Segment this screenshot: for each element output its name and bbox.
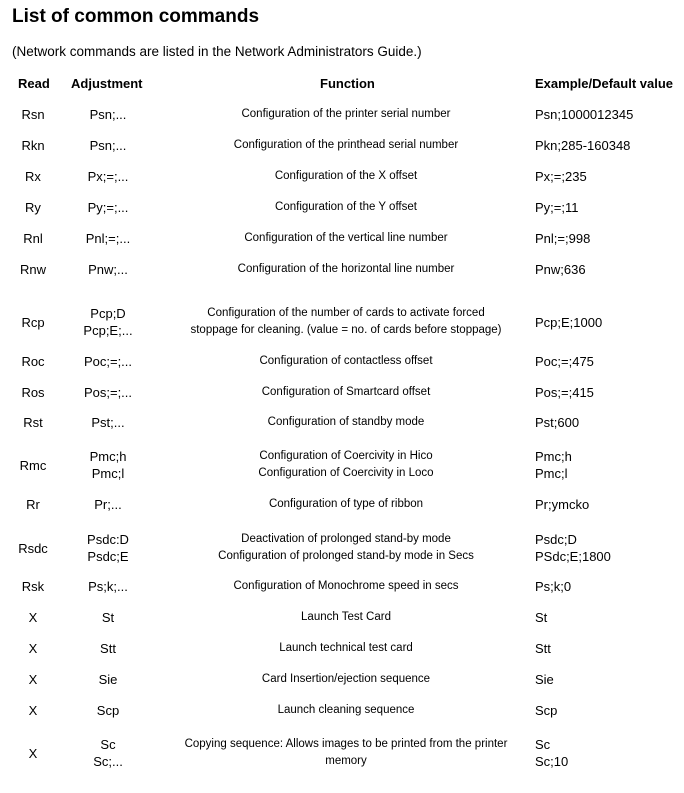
cell-adjustment-line: Ps;k;...	[88, 578, 128, 594]
cell-adjustment-line: Px;=;...	[87, 168, 129, 184]
cell-function	[150, 700, 542, 720]
cell-function	[150, 607, 542, 627]
cell-example-line: Scp	[535, 702, 558, 718]
cell-function-line: Configuration of the printhead serial number	[233, 138, 459, 151]
cell-example	[535, 669, 684, 689]
cell-function-line: memory	[325, 755, 367, 767]
cell-adjustment-line: Pst;...	[91, 414, 125, 430]
cell-adjustment	[66, 576, 150, 596]
cell-example	[535, 700, 684, 720]
cell-read-text: X	[28, 745, 38, 761]
cell-function-line: Launch cleaning sequence	[277, 703, 415, 716]
cell-read	[0, 576, 66, 596]
cell-adjustment-line: Pcp;E;...	[83, 323, 133, 338]
table-row	[0, 576, 684, 596]
table-row	[0, 443, 684, 487]
cell-function-line: Configuration of Monochrome speed in secs	[233, 579, 459, 592]
cell-adjustment-line: Pmc;l	[91, 466, 125, 481]
cell-function	[150, 135, 542, 155]
table-row	[0, 259, 684, 279]
table-row	[0, 228, 684, 248]
cell-adjustment	[66, 638, 150, 658]
cell-adjustment	[66, 526, 150, 570]
cell-read-text: Rkn	[21, 137, 45, 153]
cell-adjustment-line: Psdc;E	[87, 549, 129, 564]
cell-read	[0, 443, 66, 487]
cell-example	[535, 259, 684, 279]
cell-function	[150, 443, 542, 487]
cell-example-line: Sc	[535, 737, 551, 752]
cell-adjustment-line: St	[101, 609, 115, 625]
cell-read-text: Rcp	[21, 314, 45, 330]
cell-example	[535, 382, 684, 402]
cell-function	[150, 228, 542, 248]
cell-example	[535, 494, 684, 514]
cell-function-line: Configuration of the X offset	[274, 169, 418, 182]
cell-function-line: Configuration of Coercivity in Hico	[259, 450, 433, 462]
cell-adjustment-line: Psn;...	[89, 137, 127, 153]
cell-example-line: Pst;600	[535, 414, 580, 430]
cell-example-line: Pmc;h	[535, 449, 572, 464]
header-adjustment: Adjustment	[71, 76, 143, 91]
cell-function-line: Copying sequence: Allows images to be printed from the printer	[184, 738, 508, 750]
cell-example-line: Pkn;285-160348	[535, 137, 631, 153]
cell-read-text: Rst	[23, 414, 43, 430]
cell-example	[535, 228, 684, 248]
table-row	[0, 669, 684, 689]
cell-read-text: Rnw	[19, 261, 46, 277]
cell-adjustment-line: Pmc;h	[89, 449, 127, 464]
table-row	[0, 700, 684, 720]
cell-adjustment	[66, 412, 150, 432]
cell-read	[0, 526, 66, 570]
cell-example-line: Pos;=;415	[535, 384, 594, 400]
cell-read	[0, 669, 66, 689]
cell-adjustment-line: Pnw;...	[88, 261, 128, 277]
cell-read	[0, 382, 66, 402]
cell-read-text: Rx	[25, 168, 41, 184]
cell-adjustment-line: Sie	[98, 671, 118, 687]
cell-read-text: Rsk	[21, 578, 45, 594]
cell-adjustment-line: Pnl;=;...	[85, 230, 131, 246]
cell-adjustment	[66, 166, 150, 186]
cell-read	[0, 228, 66, 248]
cell-read	[0, 700, 66, 720]
cell-example-line: Pnl;=;998	[535, 230, 591, 246]
cell-function-line: Configuration of standby mode	[267, 415, 425, 428]
cell-example-line: Sie	[535, 671, 554, 687]
header-example: Example/Default value	[535, 76, 673, 91]
cell-function	[150, 166, 542, 186]
cell-read-text: Ry	[25, 199, 41, 215]
cell-read-text: Rnl	[23, 230, 43, 246]
cell-adjustment-line: Sc;...	[93, 754, 123, 769]
cell-adjustment-line: Py;=;...	[87, 199, 129, 215]
cell-function	[150, 494, 542, 514]
table-row	[0, 638, 684, 658]
cell-adjustment	[66, 135, 150, 155]
table-row	[0, 300, 684, 344]
cell-read-text: Rsdc	[18, 540, 48, 556]
cell-adjustment	[66, 443, 150, 487]
cell-read-text: Roc	[21, 353, 45, 369]
cell-adjustment-line: Poc;=;...	[83, 353, 133, 369]
cell-example	[535, 638, 684, 658]
cell-read-text: Ros	[21, 384, 45, 400]
table-row	[0, 526, 684, 570]
cell-adjustment	[66, 104, 150, 124]
cell-example	[535, 166, 684, 186]
cell-function	[150, 300, 542, 344]
cell-read	[0, 259, 66, 279]
cell-function-line: Configuration of Coercivity in Loco	[258, 467, 434, 479]
cell-read-text: Rsn	[21, 106, 45, 122]
cell-read	[0, 135, 66, 155]
cell-read	[0, 494, 66, 514]
cell-example-line: Px;=;235	[535, 168, 587, 184]
cell-read-text: X	[28, 640, 38, 656]
cell-read	[0, 731, 66, 775]
cell-example	[535, 607, 684, 627]
cell-example	[535, 135, 684, 155]
cell-adjustment	[66, 494, 150, 514]
cell-example-line: St	[535, 609, 548, 625]
cell-adjustment	[66, 259, 150, 279]
cell-read	[0, 607, 66, 627]
header-read: Read	[18, 76, 50, 91]
cell-adjustment-line: Pr;...	[94, 496, 122, 512]
cell-adjustment	[66, 197, 150, 217]
cell-adjustment	[66, 731, 150, 775]
cell-example	[535, 731, 684, 775]
table-row	[0, 494, 684, 514]
cell-example-line: Py;=;11	[535, 199, 579, 215]
cell-read-text: X	[28, 671, 38, 687]
table-row	[0, 607, 684, 627]
table-row	[0, 104, 684, 124]
header-function: Function	[320, 76, 375, 91]
cell-read-text: Rr	[26, 496, 40, 512]
cell-function	[150, 731, 542, 775]
cell-example	[535, 526, 684, 570]
cell-function-line: Configuration of the Y offset	[275, 200, 417, 213]
cell-read	[0, 638, 66, 658]
cell-example-line: Pr;ymcko	[535, 496, 590, 512]
cell-function-line: Configuration of the vertical line number	[244, 231, 448, 244]
cell-function	[150, 638, 542, 658]
cell-function	[150, 412, 542, 432]
page-subtitle: (Network commands are listed in the Network Administrators Guide.)	[12, 44, 422, 59]
cell-adjustment-line: Scp	[96, 702, 120, 718]
cell-adjustment	[66, 700, 150, 720]
cell-example	[535, 197, 684, 217]
cell-adjustment	[66, 300, 150, 344]
table-row	[0, 166, 684, 186]
cell-read	[0, 300, 66, 344]
cell-function-line: Configuration of contactless offset	[259, 354, 433, 367]
cell-function	[150, 382, 542, 402]
cell-example-line: Stt	[535, 640, 551, 656]
cell-function-line: Configuration of type of ribbon	[268, 497, 424, 510]
cell-adjustment	[66, 669, 150, 689]
cell-adjustment-line: Sc	[100, 737, 116, 752]
table-row	[0, 382, 684, 402]
cell-adjustment	[66, 382, 150, 402]
cell-example-line: Pcp;E;1000	[535, 314, 603, 330]
cell-function	[150, 669, 542, 689]
cell-function-line: Deactivation of prolonged stand-by mode	[241, 533, 451, 545]
cell-read-text: X	[28, 702, 38, 718]
cell-example-line: PSdc;E;1800	[535, 549, 611, 564]
cell-example-line: Psn;1000012345	[535, 106, 634, 122]
cell-function-line: Configuration of the printer serial number	[241, 107, 451, 120]
cell-adjustment	[66, 607, 150, 627]
cell-read	[0, 166, 66, 186]
table-row	[0, 351, 684, 371]
cell-function	[150, 576, 542, 596]
cell-adjustment	[66, 351, 150, 371]
cell-function-line: Configuration of Smartcard offset	[261, 385, 431, 398]
cell-adjustment-line: Psdc:D	[87, 532, 129, 547]
cell-example-line: Poc;=;475	[535, 353, 594, 369]
cell-function-line: Configuration of prolonged stand-by mode in Secs	[218, 550, 474, 562]
cell-example	[535, 443, 684, 487]
table-row	[0, 731, 684, 775]
table-row	[0, 412, 684, 432]
cell-function-line: Launch Test Card	[301, 610, 391, 623]
cell-function	[150, 197, 542, 217]
cell-example-line: Sc;10	[535, 754, 569, 769]
cell-read	[0, 412, 66, 432]
cell-function	[150, 259, 542, 279]
cell-adjustment-line: Psn;...	[89, 106, 127, 122]
cell-example	[535, 300, 684, 344]
cell-example-line: Psdc;D	[535, 532, 577, 547]
cell-function	[150, 526, 542, 570]
table-row	[0, 135, 684, 155]
cell-example	[535, 351, 684, 371]
cell-function-line: stoppage for cleaning. (value = no. of cards before stoppage)	[190, 324, 502, 336]
cell-function-line: Launch technical test card	[279, 641, 413, 654]
cell-example-line: Pnw;636	[535, 261, 586, 277]
cell-function	[150, 104, 542, 124]
cell-function-line: Configuration of the number of cards to activate forced	[207, 307, 485, 319]
cell-read-text: Rmc	[19, 457, 47, 473]
cell-read	[0, 351, 66, 371]
cell-adjustment	[66, 228, 150, 248]
cell-example-line: Pmc;l	[535, 466, 568, 481]
cell-function-line: Configuration of the horizontal line number	[237, 262, 455, 275]
cell-example	[535, 104, 684, 124]
cell-adjustment-line: Pos;=;...	[83, 384, 133, 400]
cell-function-line: Card Insertion/ejection sequence	[261, 672, 431, 685]
cell-function	[150, 351, 542, 371]
cell-adjustment-line: Stt	[100, 640, 116, 656]
cell-example-line: Ps;k;0	[535, 578, 572, 594]
cell-read	[0, 104, 66, 124]
cell-read-text: X	[28, 609, 38, 625]
cell-adjustment-line: Pcp;D	[90, 306, 126, 321]
cell-example	[535, 412, 684, 432]
table-row	[0, 197, 684, 217]
page-title: List of common commands	[12, 6, 260, 27]
cell-read	[0, 197, 66, 217]
cell-example	[535, 576, 684, 596]
